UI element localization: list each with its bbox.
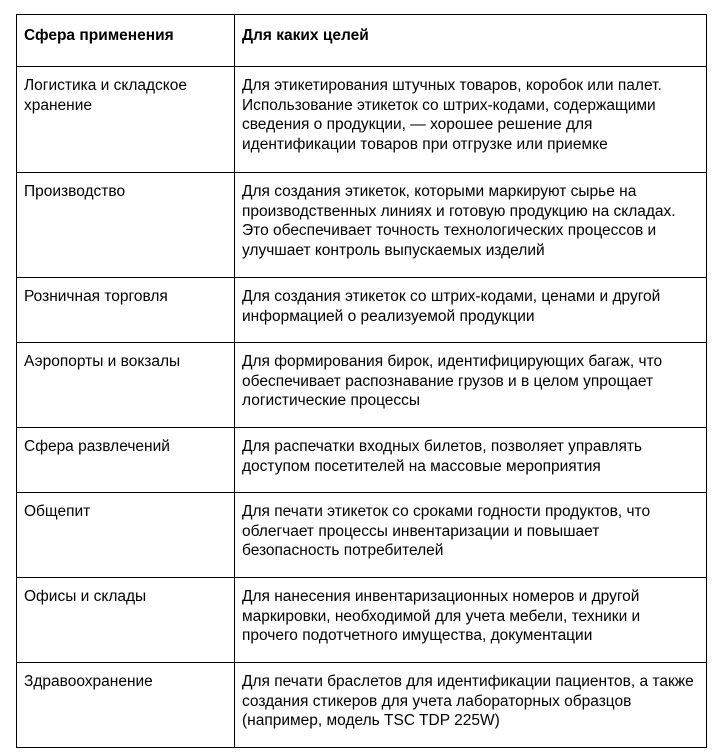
cell-purpose: Для этикетирования штучных товаров, коробок или палет. Использование этикеток со штрих-кодами, содержащими сведения о продукции, — хорошее решение для идентификации товаров при отгрузке или приемке (235, 67, 707, 173)
cell-area: Общепит (17, 493, 235, 578)
cell-purpose: Для создания этикеток, которыми маркируют сырье на производственных линиях и готовую продукцию на складах. Это обеспечивает точность технологических процессов и улучшает контроль выпускаемых изделий (235, 173, 707, 278)
cell-area: Здравоохранение (17, 663, 235, 748)
cell-purpose: Для формирования бирок, идентифицирующих багаж, что обеспечивает распознавание грузов и в целом упрощает логистические процессы (235, 343, 707, 428)
cell-area: Розничная торговля (17, 278, 235, 343)
table-row (17, 343, 707, 428)
cell-area: Сфера развлечений (17, 428, 235, 493)
cell-purpose: Для печати этикеток со сроками годности продуктов, что облегчает процессы инвентаризации и повышает безопасность потребителей (235, 493, 707, 578)
header-purpose: Для каких целей (235, 15, 707, 67)
cell-area: Аэропорты и вокзалы (17, 343, 235, 428)
table-header-row (17, 15, 707, 67)
table-row (17, 173, 707, 278)
table-row (17, 578, 707, 663)
cell-area: Офисы и склады (17, 578, 235, 663)
table-row (17, 428, 707, 493)
table-row (17, 67, 707, 173)
cell-purpose: Для нанесения инвентаризационных номеров и другой маркировки, необходимой для учета мебели, техники и прочего подотчетного имущества, документации (235, 578, 707, 663)
cell-area: Логистика и складское хранение (17, 67, 235, 173)
cell-purpose: Для печати браслетов для идентификации пациентов, а также создания стикеров для учета лабораторных образцов (например, модель TSC TDP 225W) (235, 663, 707, 748)
table-row (17, 278, 707, 343)
cell-area: Производство (17, 173, 235, 278)
table-row (17, 493, 707, 578)
header-area: Сфера применения (17, 15, 235, 67)
applications-table (16, 14, 707, 748)
cell-purpose: Для распечатки входных билетов, позволяет управлять доступом посетителей на массовые мероприятия (235, 428, 707, 493)
table-row (17, 663, 707, 748)
cell-purpose: Для создания этикеток со штрих-кодами, ценами и другой информацией о реализуемой продукции (235, 278, 707, 343)
